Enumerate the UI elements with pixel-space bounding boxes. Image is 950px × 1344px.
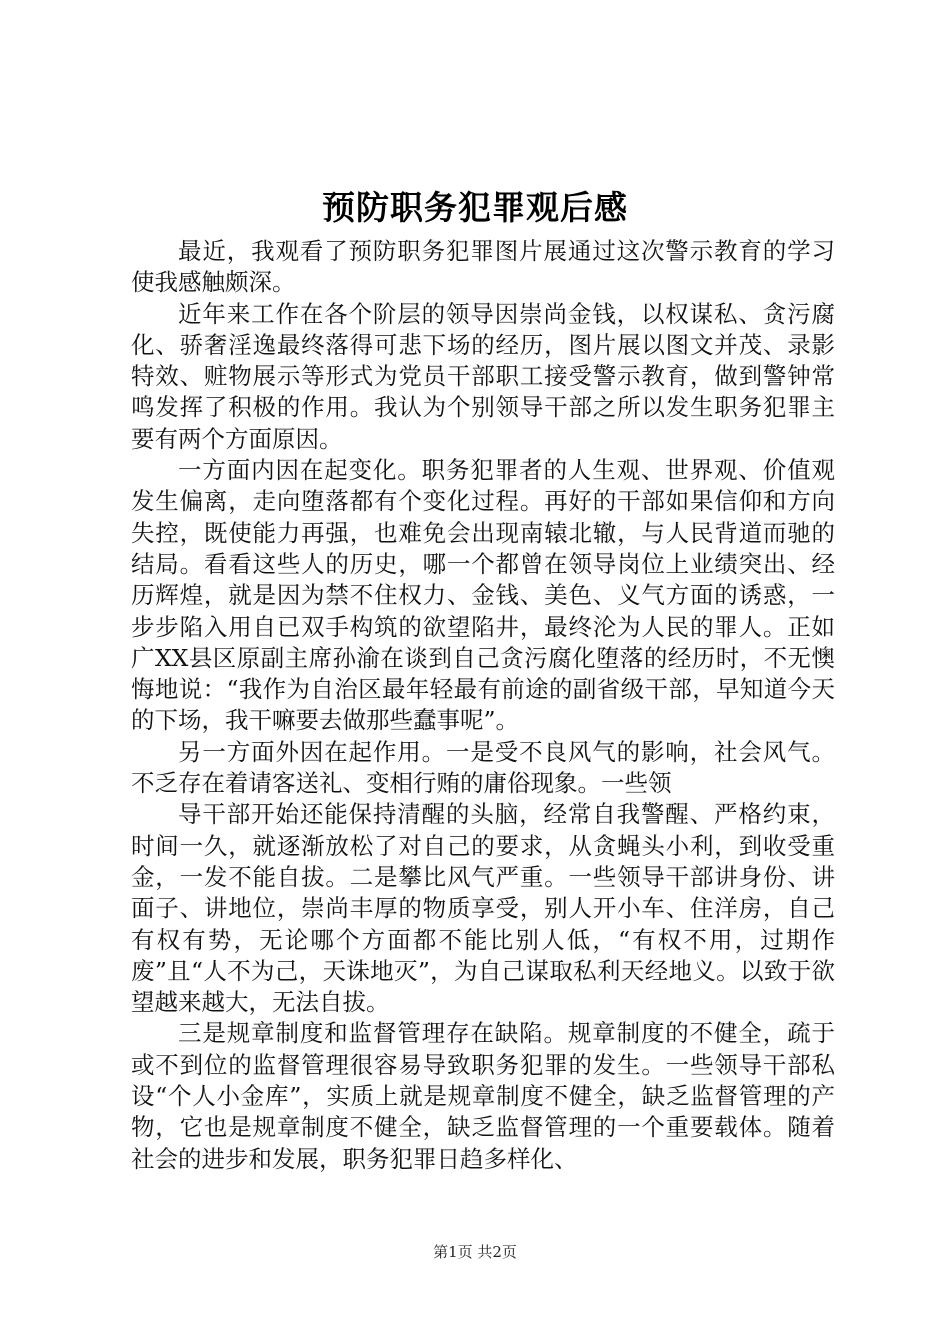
paragraph: 三是规章制度和监督管理存在缺陷。规章制度的不健全，疏于或不到位的监督管理很容易导致职务犯罪的发生。一些领导干部私设“个人小金库”，实质上就是规章制度不健全，缺乏监督管理的产物，它也是规章制度不健全，缺乏监督管理的一个重要载体。随着社会的进步和发展，职务犯罪日趋多样化、 <box>131 1019 835 1173</box>
paragraph: 另一方面外因在起作用。一是受不良风气的影响，社会风气。不乏存在着请客送礼、变相行贿的庸俗现象。一些领 <box>131 737 835 798</box>
paragraph: 近年来工作在各个阶层的领导因崇尚金钱，以权谋私、贪污腐化、骄奢淫逸最终落得可悲下场的经历，图片展以图文并茂、录影特效、赃物展示等形式为党员干部职工接受警示教育，做到警钟常鸣发挥了积极的作用。我认为个别领导干部之所以发生职务犯罪主要有两个方面原因。 <box>131 299 835 453</box>
document-body <box>131 236 835 1175</box>
paragraph: 一方面内因在起变化。职务犯罪者的人生观、世界观、价值观发生偏离，走向堕落都有个变化过程。再好的干部如果信仰和方向失控，既使能力再强，也难免会出现南辕北辙，与人民背道而驰的结局。看看这些人的历史，哪一个都曾在领导岗位上业绩突出、经历辉煌，就是因为禁不住权力、金钱、美色、义气方面的诱惑，一步步陷入用自已双手构筑的欲望陷井，最终沦为人民的罪人。正如广XX县区原副主席孙渝在谈到自己贪污腐化堕落的经历时，不无懊悔地说：“我作为自治区最年轻最有前途的副省级干部，早知道今天的下场，我干嘛要去做那些蠢事呢”。 <box>131 456 835 735</box>
paragraph: 导干部开始还能保持清醒的头脑，经常自我警醒、严格约束，时间一久，就逐渐放松了对自己的要求，从贪蝇头小利，到收受重金，一发不能自拔。二是攀比风气严重。一些领导干部讲身份、讲面子、讲地位，崇尚丰厚的物质享受，别人开小车、住洋房，自己有权有势，无论哪个方面都不能比别人低，“有权不用，过期作废”且“人不为己，天诛地灭”，为自己谋取私利天经地义。以致于欲望越来越大，无法自拔。 <box>131 800 835 1017</box>
paragraph: 最近，我观看了预防职务犯罪图片展通过这次警示教育的学习使我感触颇深。 <box>131 237 835 297</box>
page-footer: 第1页 共2页 <box>433 1243 517 1261</box>
document-title: 预防职务犯罪观后感 <box>322 188 628 227</box>
